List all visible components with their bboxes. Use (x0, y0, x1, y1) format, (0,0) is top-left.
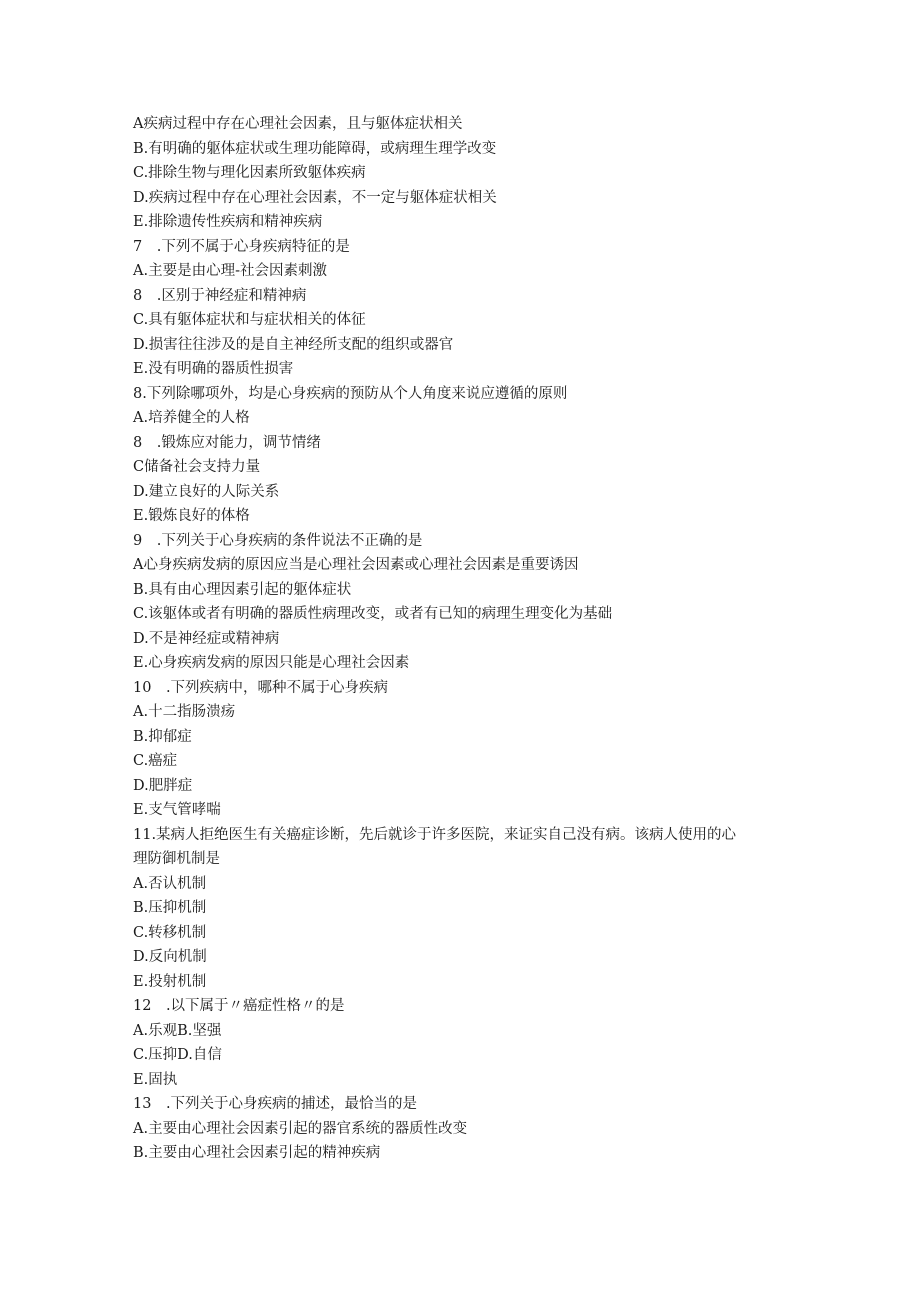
text-line: B.具有由心理因素引起的躯体症状 (133, 581, 352, 598)
question-7: 7 .下列不属于心身疾病特征的是 (133, 238, 350, 255)
text-line: E.排除遗传性疾病和精神疾病 (133, 214, 323, 230)
text-line: A心身疾病发病的原因应当是心理社会因素或心理社会因素是重要诱因 (133, 557, 579, 573)
text-line: D.建立良好的人际关系 (133, 483, 280, 500)
text-line: D.损害往往涉及的是自主神经所支配的组织或器官 (133, 336, 454, 353)
text-line: B.压抑机制 (133, 900, 207, 916)
question-10: 10 .下列疾病中，哪种不属于心身疾病 (133, 679, 389, 696)
text-line: E.支气管哮喘 (133, 802, 221, 818)
text-line: 8 .区别于神经症和精神病 (133, 287, 307, 304)
question-11: 11.某病人拒绝医生有关癌症诊断，先后就诊于许多医院，来证实自己没有病。该病人使用的心 (133, 826, 737, 843)
text-line: C.该躯体或者有明确的器质性病理改变，或者有已知的病理生理变化为基础 (133, 606, 613, 622)
question-12: 12 .以下属于〃癌症性格〃的是 (133, 998, 345, 1014)
text-line: D.反向机制 (133, 949, 207, 965)
text-line: D.不是神经症或精神病 (133, 630, 280, 647)
question-13: 13 .下列关于心身疾病的捕述，最恰当的是 (133, 1096, 418, 1112)
question-9: 9 .下列关于心身疾病的条件说法不正确的是 (133, 532, 423, 549)
text-line: A.主要由心理社会因素引起的器官系统的器质性改变 (133, 1120, 468, 1137)
text-line: C储备社会支持力量 (133, 459, 261, 475)
text-line: B.有明确的躯体症状或生理功能障碍，或病理生理学改变 (133, 140, 497, 157)
text-line: C.具有躯体症状和与症状相关的体征 (133, 312, 366, 328)
text-line: C.压抑D.自信 (133, 1047, 222, 1063)
text-line: A.否认机制 (133, 875, 207, 892)
text-line: C.癌症 (133, 753, 178, 769)
document-body (133, 112, 793, 1166)
text-line: A.培养健全的人格 (133, 410, 250, 426)
question-8: 8.下列除哪项外，均是心身疾病的预防从个人角度来说应遵循的原则 (133, 385, 568, 402)
text-line: 8 .锻炼应对能力，调节情绪 (133, 434, 321, 451)
text-line: E.锻炼良好的体格 (133, 508, 250, 524)
text-line: C.排除生物与理化因素所致躯体疾病 (133, 165, 366, 181)
text-line: A.主要是由心理-社会因素刺激 (133, 263, 327, 279)
text-line: 理防御机制是 (133, 851, 220, 867)
text-line: E.固执 (133, 1071, 178, 1088)
text-line: C.转移机制 (133, 924, 207, 941)
text-line: B.抑郁症 (133, 728, 192, 745)
text-line: E.没有明确的器质性损害 (133, 361, 294, 377)
text-line: A疾病过程中存在心理社会因素，且与躯体症状相关 (133, 116, 463, 132)
text-line: B.主要由心理社会因素引起的精神疾病 (133, 1145, 381, 1161)
text-line: A.乐观B.坚强 (133, 1022, 222, 1039)
text-line: E.投射机制 (133, 973, 207, 990)
text-line: D.肥胖症 (133, 777, 193, 794)
text-line: E.心身疾病发病的原因只能是心理社会因素 (133, 655, 410, 671)
text-line: A.十二指肠溃疡 (133, 704, 236, 720)
text-line: D.疾病过程中存在心理社会因素，不一定与躯体症状相关 (133, 189, 497, 206)
